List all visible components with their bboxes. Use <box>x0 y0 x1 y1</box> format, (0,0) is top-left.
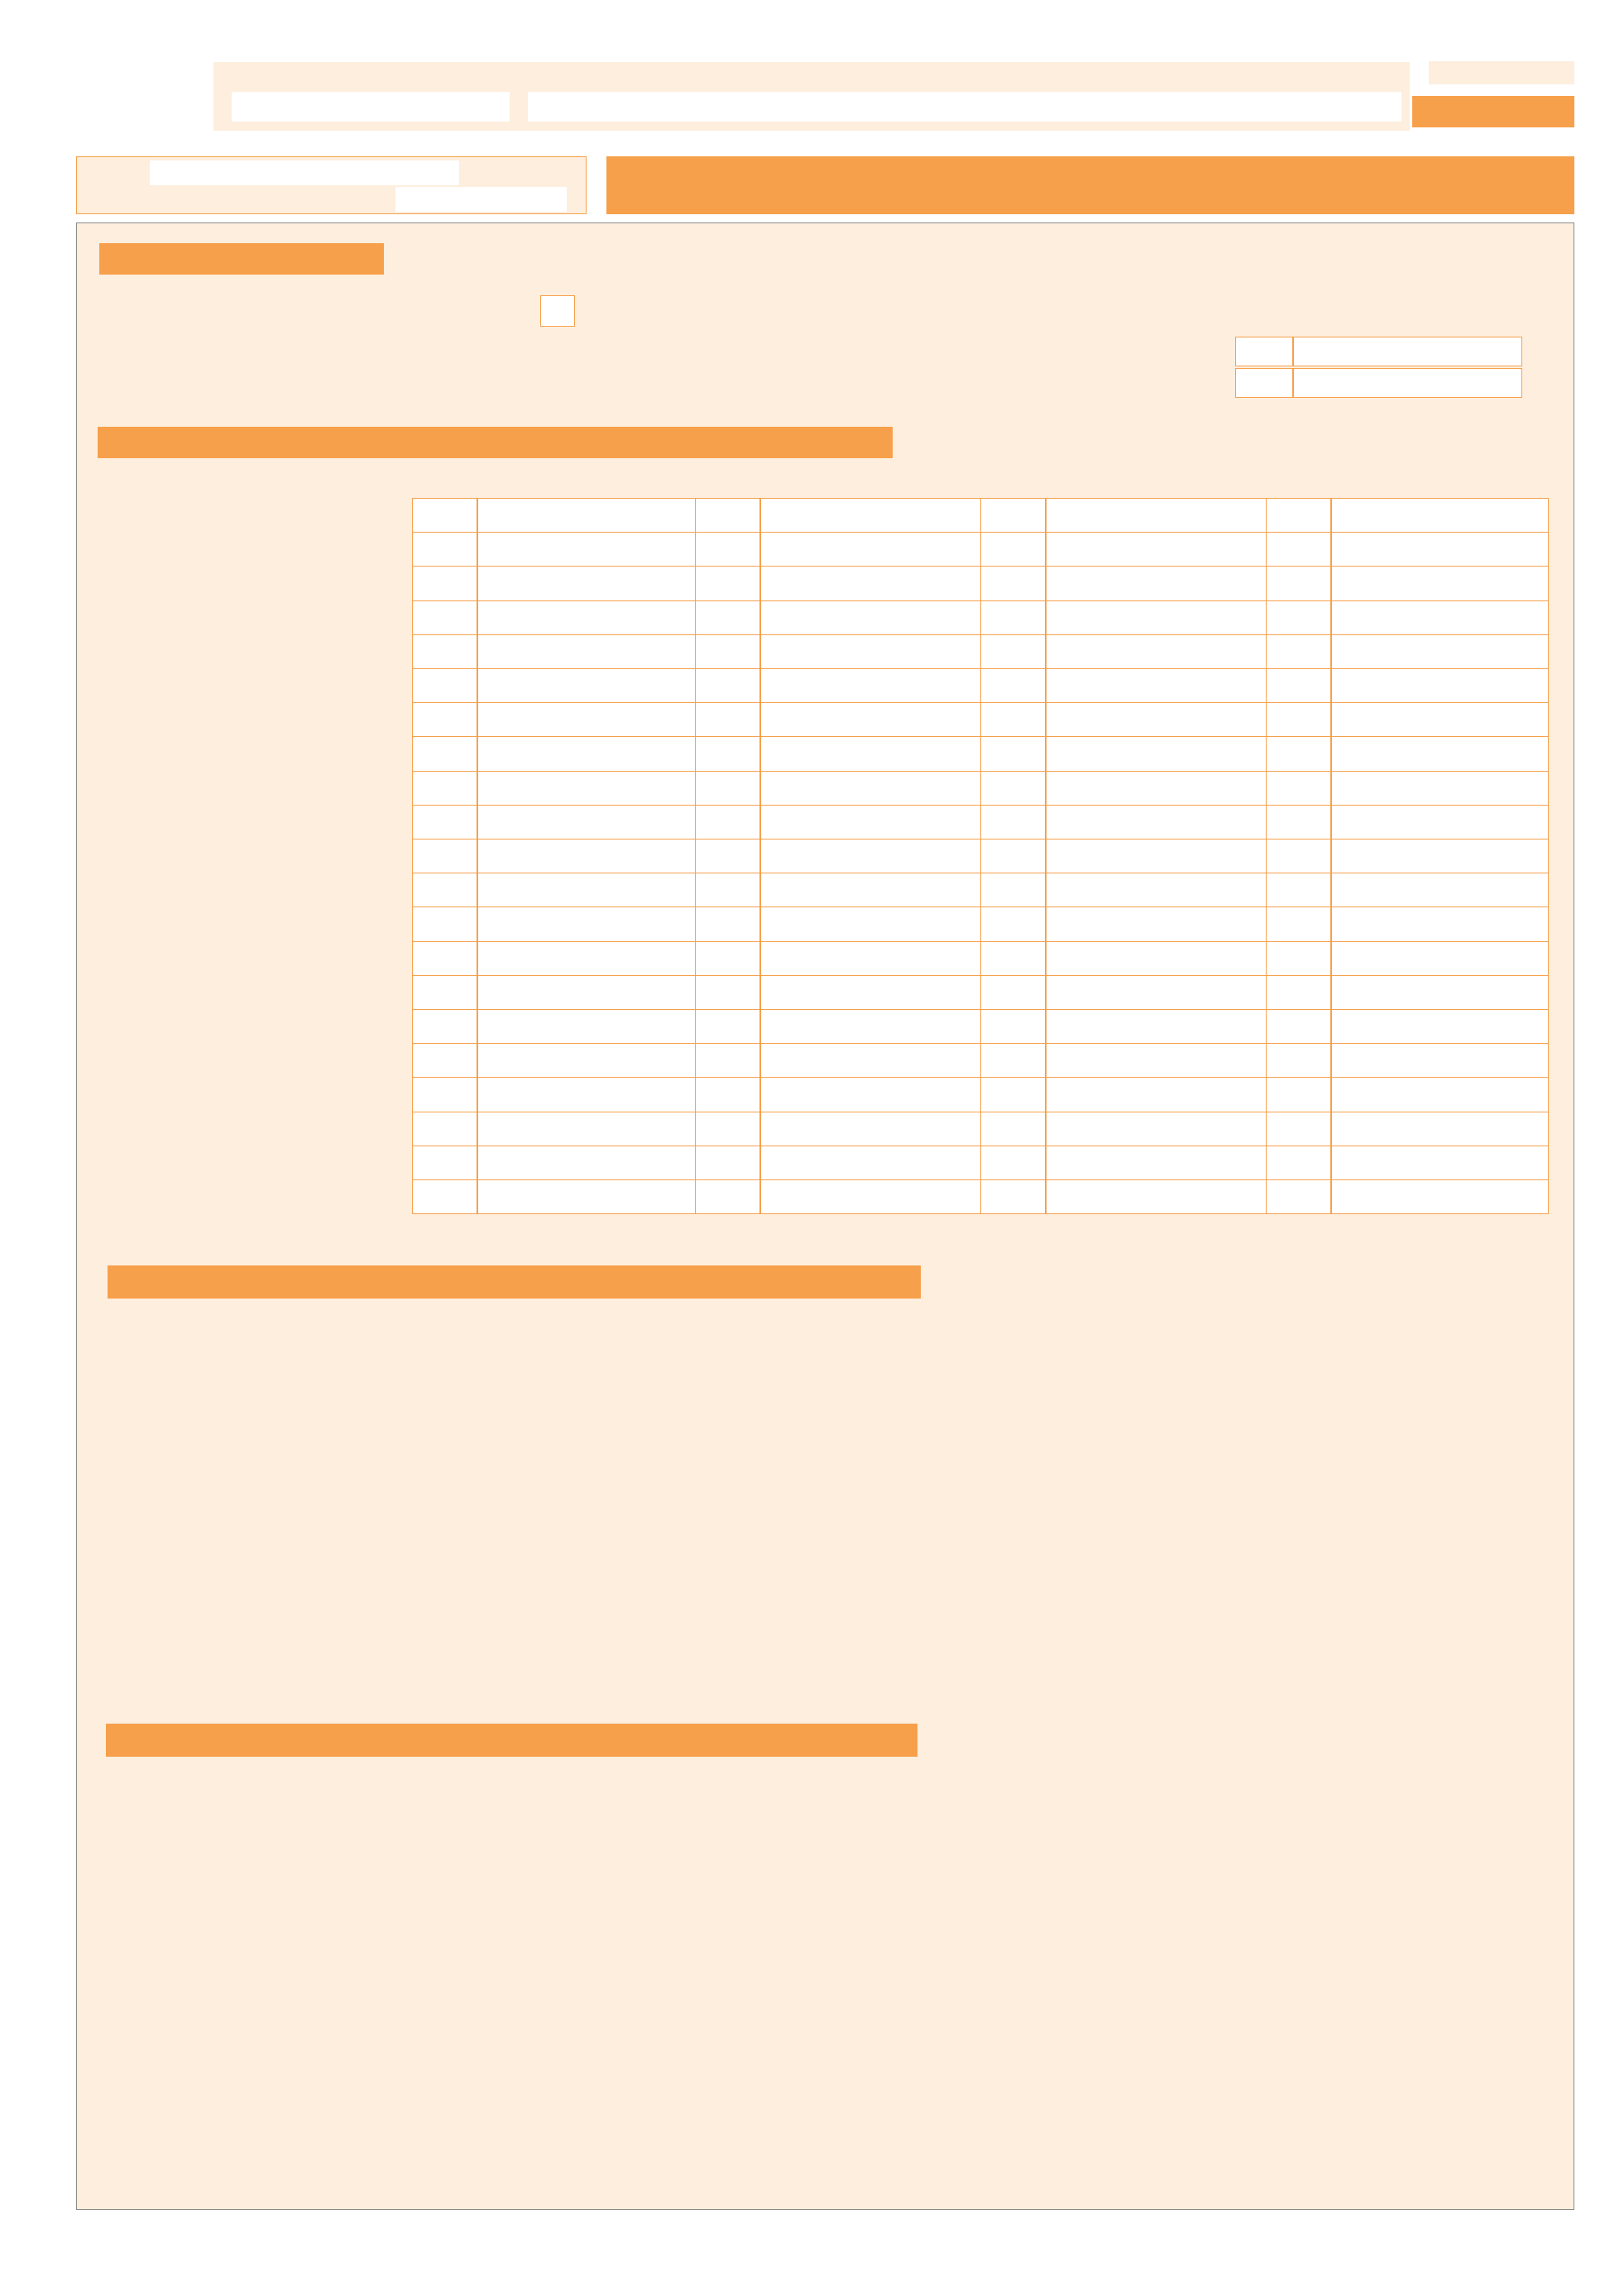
total-cell[interactable] <box>412 1179 695 1214</box>
amount-cell[interactable] <box>695 1009 980 1044</box>
code-separator <box>1330 635 1332 668</box>
amount-cell[interactable] <box>1266 941 1549 976</box>
code-separator <box>1330 976 1332 1009</box>
code-separator <box>1045 1010 1047 1043</box>
fecha-input[interactable] <box>395 187 567 212</box>
amount-cell[interactable] <box>412 839 695 873</box>
code-separator <box>759 737 761 770</box>
dt1-section-bar <box>108 1265 921 1299</box>
code-separator <box>759 533 761 566</box>
code-separator <box>1045 1112 1047 1146</box>
code-separator <box>759 942 761 975</box>
code-separator <box>1045 806 1047 839</box>
code-separator <box>759 1044 761 1077</box>
code-separator <box>477 737 478 770</box>
amount-cell[interactable] <box>1266 566 1549 600</box>
code-separator <box>477 499 478 532</box>
code-separator <box>1330 873 1332 906</box>
code-separator <box>1045 1146 1047 1179</box>
code-separator <box>1330 839 1332 873</box>
code-separator <box>759 567 761 600</box>
amount-cell[interactable] <box>412 668 695 703</box>
code-separator <box>1330 1078 1332 1111</box>
code-separator <box>1045 499 1047 532</box>
page-label <box>1412 96 1574 127</box>
code-separator <box>759 907 761 940</box>
amount-cell[interactable] <box>412 566 695 600</box>
amount-cell[interactable] <box>980 1009 1266 1044</box>
code-separator <box>1330 907 1332 940</box>
amount-cell[interactable] <box>980 668 1266 703</box>
amount-cell[interactable] <box>980 532 1266 567</box>
incn-checkbox[interactable] <box>540 295 575 327</box>
code-separator <box>759 635 761 668</box>
amount-cell[interactable] <box>695 532 980 567</box>
amount-cell[interactable] <box>412 600 695 635</box>
amount-cell[interactable] <box>695 566 980 600</box>
total-cell[interactable] <box>695 1179 980 1214</box>
code-separator <box>477 1180 478 1213</box>
code-separator <box>1045 737 1047 770</box>
amount-cell[interactable] <box>1266 498 1549 533</box>
code-separator <box>759 806 761 839</box>
amount-cell[interactable] <box>695 839 980 873</box>
incremento-field[interactable] <box>1235 368 1522 398</box>
total-cell[interactable] <box>980 1179 1266 1214</box>
code-separator <box>1330 737 1332 770</box>
amount-cell[interactable] <box>695 736 980 771</box>
amount-cell[interactable] <box>412 1146 695 1180</box>
amount-cell[interactable] <box>695 702 980 737</box>
code-separator <box>477 976 478 1009</box>
amount-cell[interactable] <box>1266 1009 1549 1044</box>
amount-cell[interactable] <box>1266 975 1549 1010</box>
amount-cell[interactable] <box>980 600 1266 635</box>
code-separator <box>477 669 478 702</box>
amount-cell[interactable] <box>1266 668 1549 703</box>
code-separator <box>1045 976 1047 1009</box>
amount-cell[interactable] <box>695 600 980 635</box>
code-separator <box>477 567 478 600</box>
amount-cell[interactable] <box>412 941 695 976</box>
amount-cell[interactable] <box>412 771 695 806</box>
amount-cell[interactable] <box>412 1077 695 1112</box>
code-separator <box>1045 703 1047 736</box>
amount-cell[interactable] <box>412 906 695 941</box>
amount-cell[interactable] <box>980 634 1266 669</box>
code-separator <box>759 601 761 634</box>
code-separator <box>477 806 478 839</box>
amount-cell[interactable] <box>695 941 980 976</box>
code-separator <box>477 635 478 668</box>
code-separator <box>1045 907 1047 940</box>
code-separator <box>759 1146 761 1179</box>
amount-cell[interactable] <box>980 771 1266 806</box>
amount-cell[interactable] <box>980 566 1266 600</box>
code-separator <box>477 873 478 906</box>
code-separator <box>1045 942 1047 975</box>
amount-cell[interactable] <box>1266 805 1549 839</box>
code-separator <box>759 1112 761 1146</box>
amount-cell[interactable] <box>980 702 1266 737</box>
amount-cell[interactable] <box>695 771 980 806</box>
code-separator <box>477 1010 478 1043</box>
amount-cell[interactable] <box>695 498 980 533</box>
code-separator <box>759 1010 761 1043</box>
amount-cell[interactable] <box>980 1043 1266 1078</box>
amount-cell[interactable] <box>1266 1077 1549 1112</box>
incn-section-bar <box>99 243 384 275</box>
code-separator <box>477 1044 478 1077</box>
code-separator <box>1330 601 1332 634</box>
amount-cell[interactable] <box>980 1146 1266 1180</box>
code-separator <box>1045 1180 1047 1213</box>
dt2-section-bar <box>106 1724 917 1757</box>
code-separator <box>1330 942 1332 975</box>
code-separator <box>1330 1180 1332 1213</box>
amount-cell[interactable] <box>980 1077 1266 1112</box>
code-separator <box>1045 601 1047 634</box>
code-separator <box>477 703 478 736</box>
amount-cell[interactable] <box>412 1112 695 1146</box>
amount-cell[interactable] <box>980 736 1266 771</box>
code-separator <box>1045 567 1047 600</box>
code-separator <box>1330 499 1332 532</box>
code-separator <box>1330 669 1332 702</box>
amount-cell[interactable] <box>980 1112 1266 1146</box>
code-separator <box>759 703 761 736</box>
amount-cell[interactable] <box>980 941 1266 976</box>
code-separator <box>1045 635 1047 668</box>
denominacion-input[interactable] <box>528 92 1401 122</box>
code-separator <box>1045 873 1047 906</box>
amount-cell[interactable] <box>1266 634 1549 669</box>
code-separator <box>759 1180 761 1213</box>
amount-cell[interactable] <box>695 668 980 703</box>
code-separator <box>759 772 761 805</box>
code-separator <box>759 669 761 702</box>
amount-cell[interactable] <box>695 1146 980 1180</box>
amount-cell[interactable] <box>695 1043 980 1078</box>
amount-cell[interactable] <box>412 1043 695 1078</box>
cuota-field[interactable] <box>1235 337 1522 366</box>
code-separator <box>477 533 478 566</box>
code-separator <box>477 772 478 805</box>
amount-cell[interactable] <box>695 1077 980 1112</box>
amount-cell[interactable] <box>412 634 695 669</box>
amount-cell[interactable] <box>1266 1043 1549 1078</box>
code-separator <box>1045 1078 1047 1111</box>
code-separator <box>1330 806 1332 839</box>
total-cell[interactable] <box>1266 1179 1549 1214</box>
code-separator <box>1330 1112 1332 1146</box>
amount-cell[interactable] <box>412 702 695 737</box>
group-nif-box <box>76 156 587 214</box>
amount-cell[interactable] <box>1266 906 1549 941</box>
amount-cell[interactable] <box>412 805 695 839</box>
code-separator <box>477 839 478 873</box>
code-separator <box>477 1146 478 1179</box>
code-separator <box>759 1078 761 1111</box>
amount-cell[interactable] <box>1266 771 1549 806</box>
code-separator <box>1045 1044 1047 1077</box>
code-separator <box>1045 669 1047 702</box>
amount-cell[interactable] <box>980 975 1266 1010</box>
code-separator <box>1330 567 1332 600</box>
code-separator <box>1330 703 1332 736</box>
code-separator <box>477 942 478 975</box>
code-separator <box>759 839 761 873</box>
code-separator <box>477 907 478 940</box>
amount-cell[interactable] <box>1266 839 1549 873</box>
code-separator <box>1330 533 1332 566</box>
amount-cell[interactable] <box>1266 1112 1549 1146</box>
amount-cell[interactable] <box>412 873 695 907</box>
section-title-box <box>606 156 1574 214</box>
amount-cell[interactable] <box>695 873 980 907</box>
code-separator <box>1330 1146 1332 1179</box>
amount-cell[interactable] <box>412 736 695 771</box>
amount-cell[interactable] <box>980 906 1266 941</box>
amount-cell[interactable] <box>695 975 980 1010</box>
code-separator <box>1330 1010 1332 1043</box>
amount-cell[interactable] <box>412 1009 695 1044</box>
code-separator <box>759 499 761 532</box>
amount-cell[interactable] <box>412 532 695 567</box>
code-separator <box>477 1112 478 1146</box>
amount-cell[interactable] <box>980 805 1266 839</box>
amount-cell[interactable] <box>980 873 1266 907</box>
amount-cell[interactable] <box>1266 702 1549 737</box>
amount-cell[interactable] <box>695 805 980 839</box>
amount-cell[interactable] <box>412 975 695 1010</box>
amount-cell[interactable] <box>980 839 1266 873</box>
code-separator <box>1045 533 1047 566</box>
form-year <box>1429 61 1574 84</box>
code-separator <box>1045 839 1047 873</box>
code-separator <box>477 601 478 634</box>
group-nif-input[interactable] <box>150 160 459 185</box>
code-separator <box>477 1078 478 1111</box>
amount-cell[interactable] <box>980 498 1266 533</box>
amount-cell[interactable] <box>1266 600 1549 635</box>
idi-section-bar <box>98 427 893 458</box>
code-separator <box>759 976 761 1009</box>
amount-cell[interactable] <box>695 906 980 941</box>
nif-header-input[interactable] <box>232 92 510 122</box>
amount-cell[interactable] <box>1266 736 1549 771</box>
amount-cell[interactable] <box>1266 1146 1549 1180</box>
amount-cell[interactable] <box>695 634 980 669</box>
amount-cell[interactable] <box>1266 532 1549 567</box>
amount-cell[interactable] <box>1266 873 1549 907</box>
amount-cell[interactable] <box>695 1112 980 1146</box>
amount-cell[interactable] <box>412 498 695 533</box>
code-separator <box>1330 772 1332 805</box>
code-separator <box>1330 1044 1332 1077</box>
code-separator <box>759 873 761 906</box>
code-separator <box>1045 772 1047 805</box>
header-entity-box <box>213 62 1410 131</box>
